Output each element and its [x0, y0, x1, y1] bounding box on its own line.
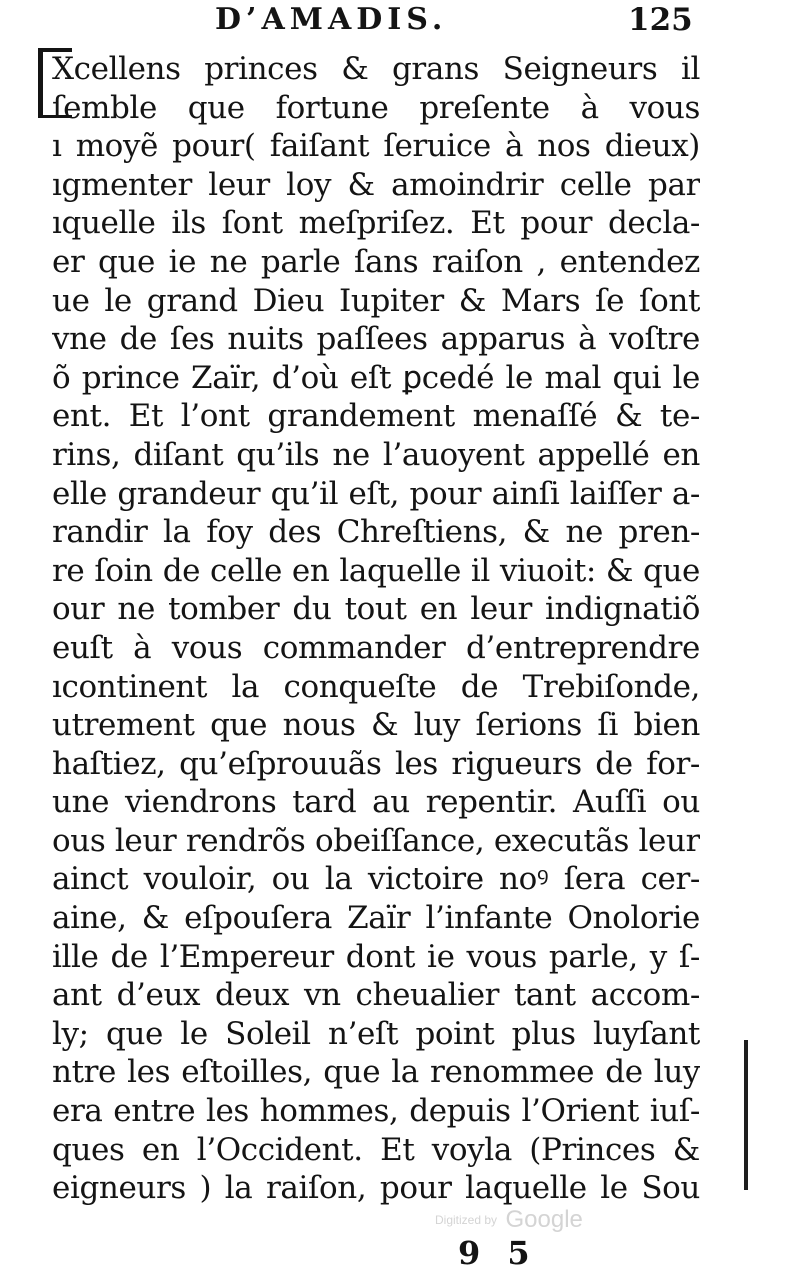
text-line: ıcontinent la conqueſte de Trebiſonde,: [52, 668, 700, 705]
text-line: ques en l’Occident. Et voyla (Princes &: [52, 1131, 700, 1168]
text-line: ant d’eux deux vn cheualier tant accom-: [52, 977, 700, 1014]
text-line: ille de l’Empereur dont ie vous parle, y ſ-: [52, 938, 700, 975]
watermark-brand: Google: [505, 1206, 583, 1233]
text-line: randir la foy des Chreſtiens, & ne pren-: [52, 514, 700, 551]
text-line: une viendrons tard au repentir. Auſſi ou: [52, 784, 700, 821]
text-line: ous leur rendrõs obeiſſance, executãs leur: [52, 822, 700, 859]
text-line: õ prince Zaïr, d’où eſt ꝑcedé le mal qui le: [52, 359, 700, 396]
text-line: haſtiez, qu’eſprouuãs les rigueurs de for-: [52, 745, 700, 782]
text-line: ıgmenter leur loy & amoindrir celle par: [52, 166, 700, 203]
text-line: ainct vouloir, ou la victoire noꝰ ſera cer-: [52, 861, 700, 898]
text-line: rins, diſant qu’ils ne l’auoyent appellé en: [52, 436, 700, 473]
text-line: ue le grand Dieu Iupiter & Mars ſe ſont: [52, 282, 700, 319]
text-line: re ſoin de celle en laquelle il viuoit: & que: [52, 552, 700, 589]
page-number: 125: [628, 2, 693, 38]
text-line: ı moyẽ pour( faiſant ſeruice à nos dieux): [52, 128, 700, 165]
text-line: eigneurs ) la raiſon, pour laquelle le Sou: [52, 1170, 700, 1207]
text-line: ent. Et l’ont grandement menaſſé & te-: [52, 398, 700, 435]
text-line: ſemble que fortune preſente à vous: [52, 89, 700, 126]
signature-mark: 9 5: [458, 1234, 538, 1272]
text-line: vne de ſes nuits paſſees apparus à voſtre: [52, 321, 700, 358]
text-line: utrement que nous & luy ſerions ſi bien: [52, 707, 700, 744]
text-line: aine, & eſpouſera Zaïr l’infante Onolorie: [52, 900, 700, 937]
text-line: ly; que le Soleil n’eſt point plus luyſant: [52, 1015, 700, 1052]
text-line: ıquelle ils ſont meſpriſez. Et pour decla-: [52, 205, 700, 242]
text-line: ntre les eſtoilles, que la renommee de luy: [52, 1054, 700, 1091]
running-title: D’AMADIS.: [215, 2, 448, 37]
text-line: elle grandeur qu’il eſt, pour ainſi laiſſer a-: [52, 475, 700, 512]
text-line: euſt à vous commander d’entreprendre: [52, 629, 700, 666]
digitization-watermark: [435, 1206, 583, 1234]
text-line: era entre les hommes, depuis l’Orient iuſ-: [52, 1093, 700, 1130]
body-text: [52, 50, 700, 1208]
gutter-shadow-rule: [744, 1040, 748, 1190]
watermark-prefix: Digitized by: [435, 1213, 498, 1227]
text-line: our ne tomber du tout en leur indignatiõ: [52, 591, 700, 628]
text-line: Xcellens princes & grans Seigneurs il: [52, 51, 700, 87]
text-line: er que ie ne parle ſans raiſon , entendez: [52, 243, 700, 280]
